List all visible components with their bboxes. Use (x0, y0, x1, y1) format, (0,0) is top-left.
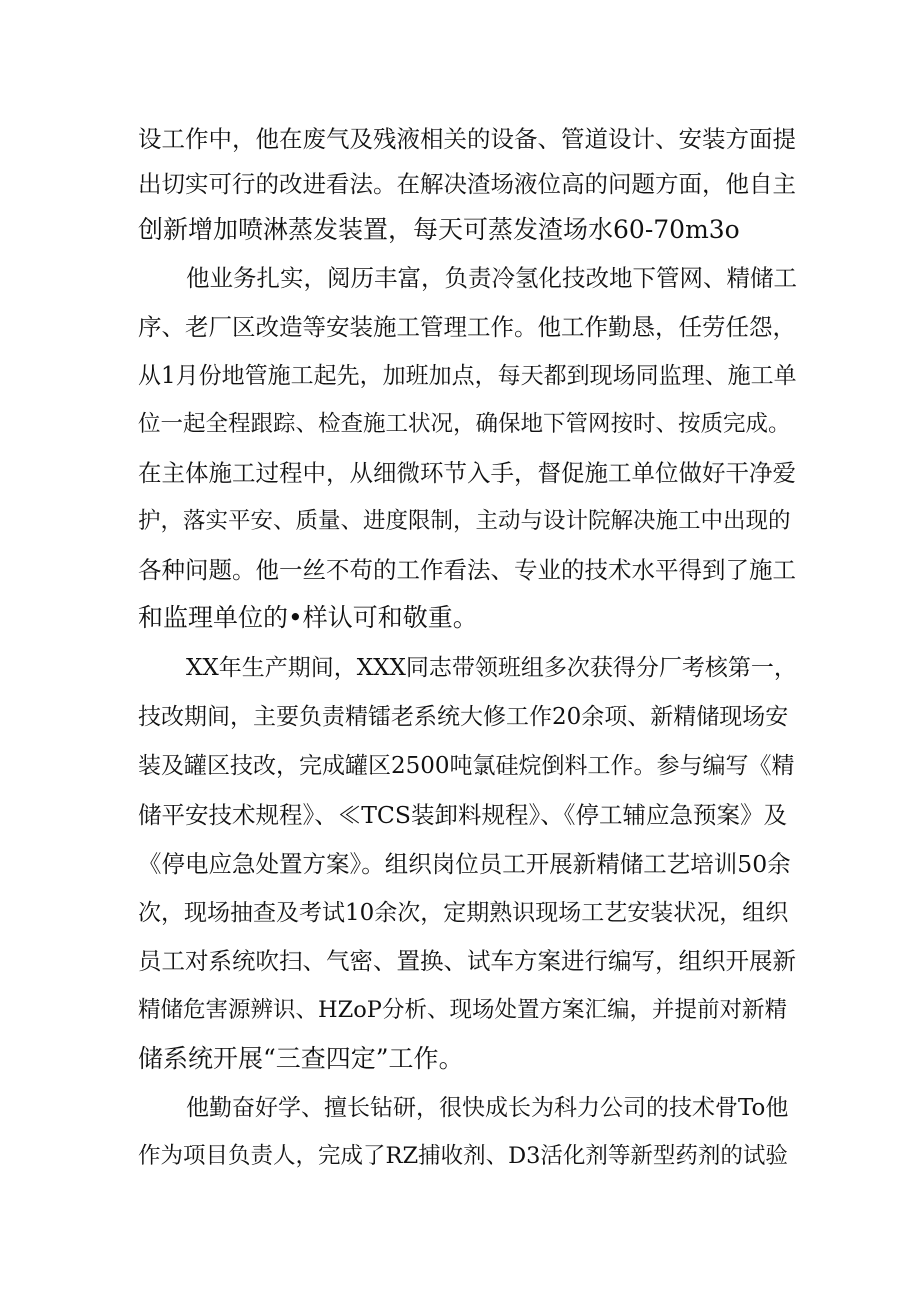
text-line: 装及罐区技改，完成罐区2500吨氯硅烷倒料工作。参与编写《精 (138, 753, 795, 779)
text-line: 和监理单位的•样认可和敬重。 (138, 603, 478, 632)
text-line: 他勤奋好学、擅长钻研，很快成长为科力公司的技术骨To他 (186, 1095, 789, 1121)
text-line: 创新增加喷淋蒸发装置，每天可蒸发渣场水60-70m3o (138, 215, 740, 244)
text-line: 作为项目负责人，完成了RZ捕收剂、D3活化剂等新型药剂的试验 (138, 1143, 788, 1169)
text-line: XX年生产期间，XXX同志带领班组多次获得分厂考核第一， (186, 655, 797, 681)
text-line: 员工对系统吹扫、气密、置换、试车方案进行编写，组织开展新 (138, 947, 796, 975)
text-line: 精储危害源辨识、HZoP分析、现场处置方案汇编，并提前对新精 (138, 997, 787, 1023)
text-line: 出切实可行的改进看法。在解决渣场液位高的问题方面，他自主 (138, 170, 796, 198)
text-line: 技改期间，主要负责精镭老系统大修工作20余项、新精储现场安 (138, 704, 789, 730)
text-line: 《停电应急处置方案》。组织岗位员工开展新精储工艺培训50余 (138, 850, 791, 878)
text-line: 各种问题。他一丝不苟的工作看法、专业的技术水平得到了施工 (138, 556, 796, 584)
text-line: 他业务扎实，阅历丰富，负责冷氢化技改地下管网、精储工 (186, 264, 797, 292)
text-line: 序、老厂区改造等安装施工管理工作。他工作勤恳，任劳任怨， (138, 313, 796, 341)
text-line: 储平安技术规程》、≪TCS装卸料规程》、《停工辅应急预案》及 (138, 801, 788, 829)
text-line: 护，落实平安、质量、进度限制，主动与设计院解决施工中出现的 (138, 508, 791, 534)
text-line: 在主体施工过程中，从细微环节入手，督促施工单位做好干净爱 (138, 459, 796, 487)
text-line: 设工作中，他在废气及残液相关的设备、管道设计、安装方面提 (138, 125, 796, 153)
text-line: 从1月份地管施工起先，加班加点，每天都到现场同监理、施工单 (138, 363, 797, 389)
text-line: 位一起全程跟踪、检查施工状况，确保地下管网按时、按质完成。 (138, 411, 791, 437)
text-line: 次，现场抽查及考试10余次，定期熟识现场工艺安装状况，组织 (138, 900, 789, 926)
text-line: 储系统开展“三查四定”工作。 (138, 1044, 464, 1073)
